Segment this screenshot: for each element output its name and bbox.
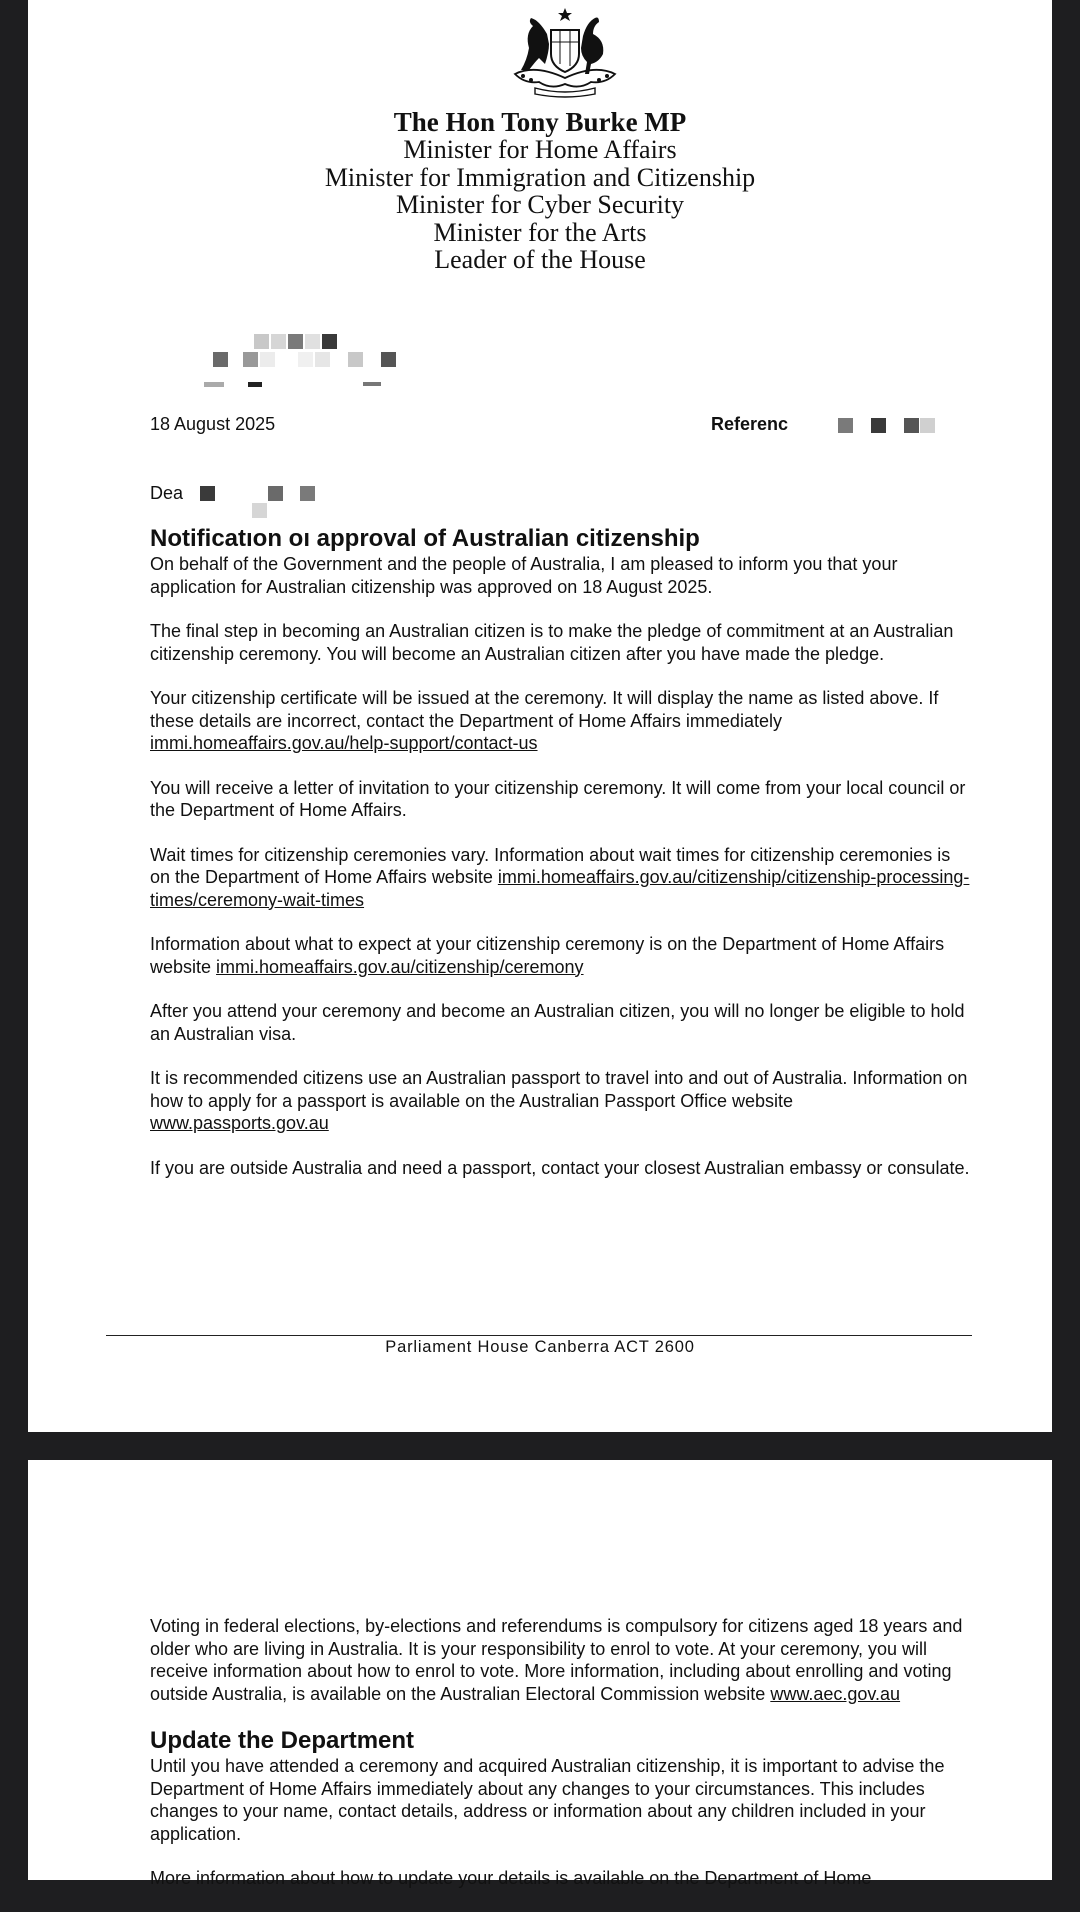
redacted-recipient-name [200,486,340,522]
letter-page-1 [28,0,1052,1432]
reference-label: Referenc [711,414,789,434]
minister-role: Minister for the Arts [433,217,647,247]
letter-page-2 [28,1460,1052,1888]
paragraph-text: Your citizenship certificate will be issued at the ceremony. It will display the name as listed above. If these details are incorrect, contact the Department of Home Affairs immediately [150,688,939,731]
paragraph: You will receive a letter of invitation to your citizenship ceremony. It will come from your local council or the Department of Home Affairs. [150,777,966,820]
paragraph [150,1067,970,1135]
paragraph [150,844,970,912]
paragraph: Until you have attended a ceremony and acquired Australian citizenship, it is important to advise the Department of Home Affairs immediately about any changes to your circumstances. This includes changes to your name, contact details, address or information about any children included in your application. [150,1756,945,1844]
minister-role: Leader of the House [434,245,646,274]
commonwealth-coat-of-arms-icon [495,4,635,100]
redacted-reference [838,418,978,436]
paragraph: The final step in becoming an Australian citizen is to make the pledge of commitment at an Australian citizenship ceremony. You will become an Australian citizen after you have made the pledge. [150,621,954,664]
aec-website-link[interactable]: www.aec.gov.au [770,1683,901,1704]
paragraph: On behalf of the Government and the people of Australia, I am pleased to inform you that your application for Australian citizenship was approved on 18 August 2025. [150,554,898,597]
contact-us-link[interactable]: immi.homeaffairs.gov.au/help-support/contact-us [150,733,538,753]
paragraph [150,933,970,978]
ceremony-info-link[interactable]: immi.homeaffairs.gov.au/citizenship/ceremony [216,956,584,977]
letterhead [28,108,1052,274]
redacted-address [168,330,408,390]
section-heading: Update the Department [150,1727,415,1754]
letter-body-page-1 [150,525,970,1201]
paragraph-partial: More information about how to update your details is available on the Department of Home [150,1868,872,1888]
footer-address: Parliament House Canberra ACT 2600 [385,1338,695,1356]
letter-date: 18 August 2025 [150,414,276,434]
paragraph-text: Voting in federal elections, by-elections and referendums is compulsory for citizens aged 18 years and older who are living in Australia. It is your responsibility to enrol to vote. At your ceremony, you will receive information about how to enrol to vote. More information, including about enrolling and voting outside Australia, is available on the Australian Electoral Commission website [150,1616,963,1704]
footer-divider [106,1335,972,1336]
letter-body-page-2 [150,1615,970,1912]
paragraph [150,687,970,755]
minister-role: Minister for Cyber Security [395,190,685,219]
paragraph: After you attend your ceremony and become an Australian citizen, you will no longer be eligible to hold an Australian visa. [150,1001,965,1044]
paragraph [150,1615,970,1705]
minister-name: The Hon Tony Burke MP [393,107,687,137]
minister-role: Minister for Home Affairs [403,135,677,164]
salutation: Dea [150,483,184,503]
paragraph-text: It is recommended citizens use an Australian passport to travel into and out of Australia. Information on how to apply for a passport is available on the Australian Passport Office website [150,1068,968,1111]
minister-role: Minister for Immigration and Citizenship [324,162,756,192]
paragraph: If you are outside Australia and need a passport, contact your closest Australian embassy or consulate. [150,1157,970,1178]
paragraph-text: Information about what to expect at your citizenship ceremony is on the Department of Home Affairs website [150,934,945,977]
ceremony-wait-times-link[interactable]: immi.homeaffairs.gov.au/citizenship/citizenship-processing-times/ceremony-wait-times [150,867,970,910]
paragraph-text: Wait times for citizenship ceremonies vary. Information about wait times for citizenship ceremonies is on the Department of Home Affairs website [150,844,951,887]
passports-website-link[interactable]: www.passports.gov.au [150,1113,329,1133]
letter-heading: Notificatıon oı approval of Australian citizenship [150,525,700,552]
